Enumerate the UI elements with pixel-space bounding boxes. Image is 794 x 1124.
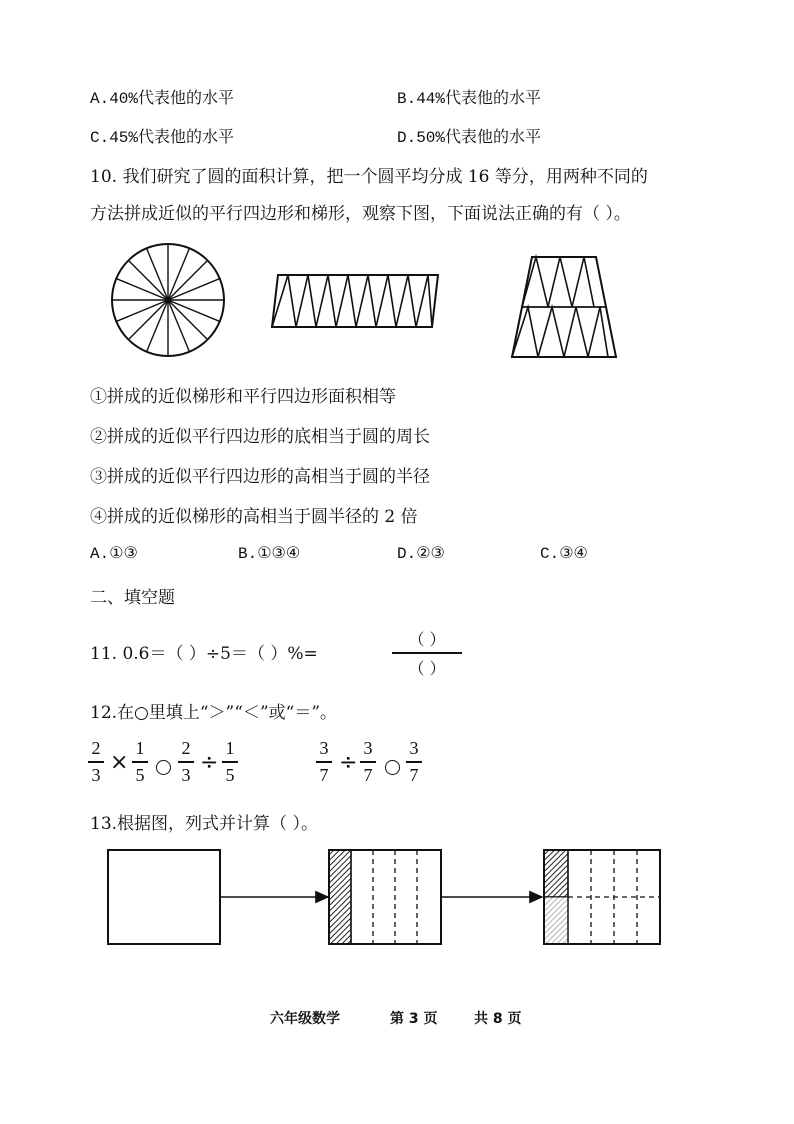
q10-line1: 10. 我们研究了圆的面积计算，把一个圆平均分成 16 等分，用两种不同的 [90,167,648,187]
circle-16-sectors-figure [110,242,226,358]
q10-statement-1: ①拼成的近似梯形和平行四边形面积相等 [90,387,396,407]
footer-total-pages: 共 8 页 [474,1011,522,1027]
q10-line2: 方法拼成近似的平行四边形和梯形，观察下图，下面说法正确的有（ ）。 [90,204,631,224]
q12-e2-fraction-1: 3 7 [316,738,332,786]
q10-option-a: A.①③ [90,545,138,563]
q9-option-c: C.45%代表他的水平 [90,129,235,147]
q13-figure [100,840,670,952]
q12-e2-fraction-3: 3 7 [406,738,422,786]
footer-page-number: 第 3 页 [390,1011,438,1027]
circle-spoke [128,260,168,300]
q12-e1-fraction-4: 1 5 [222,738,238,786]
q9-option-a: A.40%代表他的水平 [90,90,235,108]
q12-e1-fraction-2: 1 5 [132,738,148,786]
section-2-title: 二、填空题 [90,588,175,608]
q12-e2-compare-circle[interactable] [385,760,400,775]
circle-spoke [168,300,208,340]
q12-e1-fraction-3: 2 3 [178,738,194,786]
q11-fraction-numerator: （ ） [408,630,446,649]
q9-option-b: B.44%代表他的水平 [397,90,542,108]
q12-e2-fraction-2: 3 7 [360,738,376,786]
q11-fraction-bar [392,652,462,654]
q11-fraction-denominator: （ ） [408,658,446,678]
q11-text: 11. 0.6＝（ ）÷5＝（ ）%= [90,644,318,664]
q10-statement-3: ③拼成的近似平行四边形的高相当于圆的半径 [90,467,430,487]
q10-option-d: D.②③ [397,545,445,563]
q13-text: 13.根据图，列式并计算（ ）。 [90,814,318,834]
q10-statement-2: ②拼成的近似平行四边形的底相当于圆的周长 [90,427,430,447]
parallelogram-figure [270,272,442,330]
q11-fraction [392,627,462,679]
q12-e2-operator-1: ÷ [339,750,358,775]
q10-statement-4: ④拼成的近似梯形的高相当于圆半径的 2 倍 [90,507,418,527]
circle-spoke [168,260,208,300]
q10-option-b: B.①③④ [238,545,301,563]
footer-subject: 六年级数学 [270,1011,340,1027]
circle-spoke [128,300,168,340]
q12-e1-fraction-1: 2 3 [88,738,104,786]
q12-e1-operator-1: × [110,750,129,775]
q12-e1-compare-circle[interactable] [156,760,171,775]
trapezoid-figure [510,255,618,359]
q12-text: 12.在○里填上“＞”“＜”或“＝”。 [90,703,338,723]
q12-e1-operator-2: ÷ [200,750,219,775]
q10-option-c: C.③④ [540,545,588,563]
q9-option-d: D.50%代表他的水平 [397,129,542,147]
